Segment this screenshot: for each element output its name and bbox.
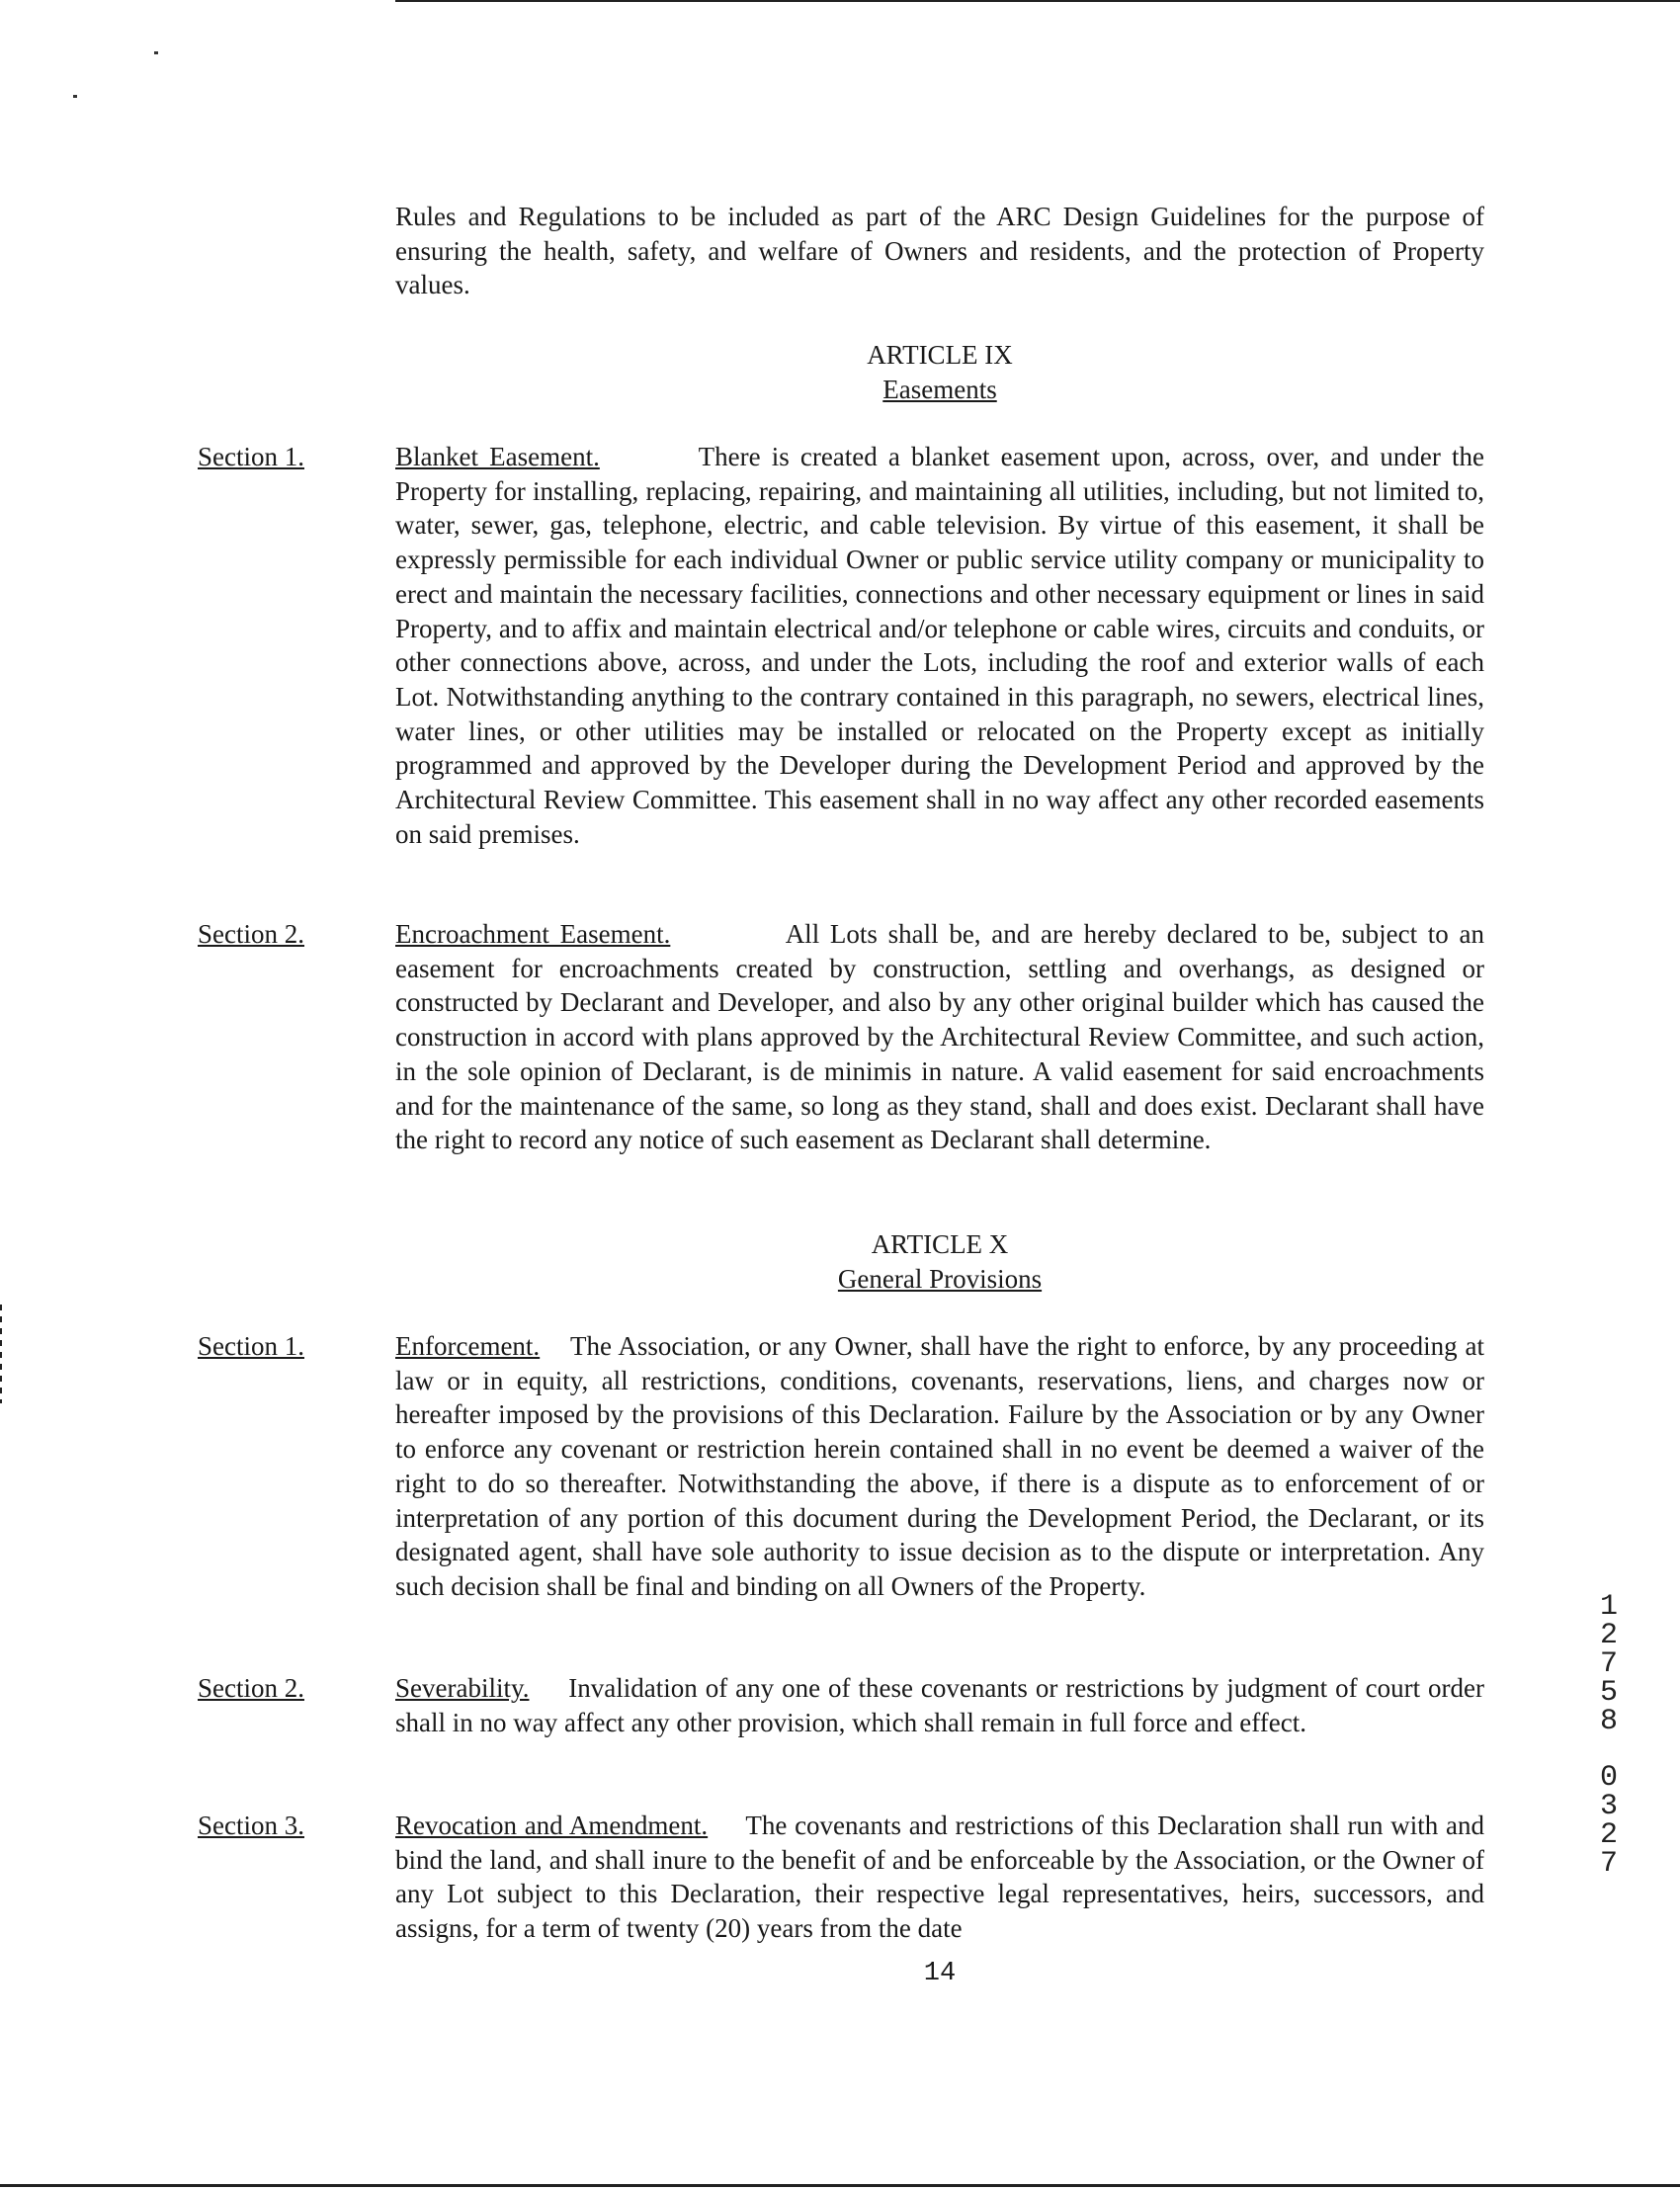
section-label: Section 1. [198, 442, 304, 471]
section-paragraph [395, 1809, 1484, 1946]
section-paragraph [395, 1329, 1484, 1604]
article-subtitle: General Provisions [837, 1264, 1043, 1294]
stamp-digit: 2 [1599, 1619, 1618, 1652]
stamp-digit: 3 [1599, 1790, 1618, 1823]
section-text: Invalidation of any one of these covenants or restrictions by judgment of court order shall in no way affect any other provision, which shall remain in full force and effect. [395, 1673, 1484, 1737]
left-edge-marks [0, 1305, 2, 1403]
article-x-heading [395, 1227, 1484, 1297]
section-label: Section 2. [198, 1673, 304, 1703]
section-paragraph [395, 440, 1484, 851]
section-paragraph [395, 917, 1484, 1157]
recording-stamp [1579, 1590, 1638, 1881]
intro-paragraph: Rules and Regulations to be included as part of the ARC Design Guidelines for the purpose of ensuring the health, safety, and welfare of Owners and residents, and the protection of Property values. [395, 202, 1484, 300]
recording-stamp-top [1579, 1590, 1638, 1738]
scan-speck [73, 95, 77, 98]
section-heading: Severability. [395, 1673, 530, 1703]
section-heading: Revocation and Amendment. [395, 1811, 709, 1840]
section-heading: Enforcement. [395, 1331, 541, 1361]
recording-stamp-bottom [1579, 1761, 1638, 1881]
bottom-border-line [0, 2184, 1680, 2187]
stamp-digit: 7 [1599, 1647, 1618, 1681]
section-heading: Blanket Easement. [395, 442, 600, 471]
article-ix-heading [395, 338, 1484, 407]
section-paragraph [395, 1671, 1484, 1739]
page-number: 14 [923, 1959, 957, 1988]
section-text: There is created a blanket easement upon, across, over, and under the Property for installing, replacing, repairing, and maintaining all utilities, including, but not limited to, water, sewer, gas, telephone, electric, and cable television. By virtue of this easement, it shall be expressly permissible for each individual Owner or public service utility company or municipality to erect and maintain the necessary facilities, connections and other necessary equipment or lines in said Property, and to affix and maintain electrical and/or telephone or cable wires, circuits and conduits, or other connections above, across, and under the Lots, including the roof and exterior walls of each Lot. Notwithstanding anything to the contrary contained in this paragraph, no sewers, electrical lines, water lines, or other utilities may be installed or relocated on the Property except as initially programmed and approved by the Developer during the Development Period and approved by the Architectural Review Committee. This easement shall in no way affect any other recorded easements on said premises. [395, 442, 1484, 849]
stamp-digit: 0 [1599, 1761, 1618, 1795]
stamp-digit: 1 [1599, 1590, 1618, 1624]
section-text: All Lots shall be, and are hereby declared to be, subject to an easement for encroachments created by construction, settling and overhangs, as designed or constructed by Declarant and Developer, and also by any other original builder which has caused the construction in accord with plans approved by the Architectural Review Committee, and such action, in the sole opinion of Declarant, is de minimis in nature. A valid easement for said encroachments and for the maintenance of the same, so long as they stand, shall and does exist. Declarant shall have the right to record any notice of such easement as Declarant shall determine. [395, 919, 1484, 1155]
article-title: ARTICLE IX [867, 340, 1013, 370]
scan-speck [154, 51, 158, 54]
stamp-digit: 8 [1599, 1705, 1618, 1738]
stamp-digit: 7 [1599, 1847, 1618, 1881]
section-label: Section 1. [198, 1331, 304, 1361]
section-heading: Encroachment Easement. [395, 919, 671, 949]
stamp-digit: 2 [1599, 1818, 1618, 1852]
section-label: Section 2. [198, 919, 304, 949]
article-title: ARTICLE X [871, 1229, 1009, 1259]
stamp-digit: 5 [1599, 1676, 1618, 1710]
section-text: The Association, or any Owner, shall have the right to enforce, by any proceeding at law or in equity, all restrictions, conditions, covenants, reservations, liens, and charges now or hereafter imposed by the provisions of this Declaration. Failure by the Association or by any Owner to enforce any covenant or restriction herein contained shall in no event be deemed a waiver of the right to do so thereafter. Notwithstanding the above, if there is a dispute as to enforcement of or interpretation of any portion of this document during the Development Period, the Declarant, or its designated agent, shall have sole authority to issue decision as to the dispute or interpretation. Any such decision shall be final and binding on all Owners of the Property. [395, 1331, 1484, 1601]
section-text: The covenants and restrictions of this Declaration shall run with and bind the land, and shall inure to the benefit of and be enforceable by the Association, or the Owner of any Lot subject to this Declaration, their respective legal representatives, heirs, successors, and assigns, for a term of twenty (20) years from the date [395, 1811, 1485, 1944]
section-label: Section 3. [198, 1811, 304, 1840]
top-border-line [395, 0, 1680, 2]
article-subtitle: Easements [882, 375, 997, 404]
